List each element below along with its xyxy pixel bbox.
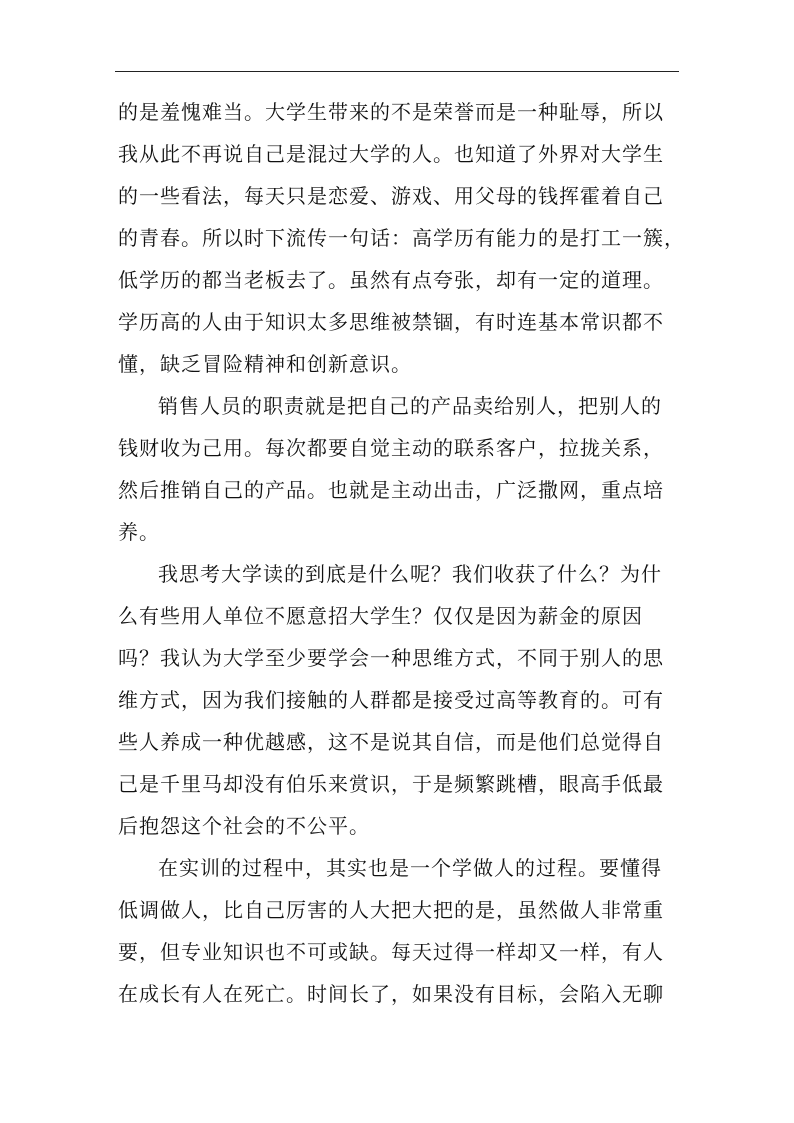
text-line-13: 么有些用人单位不愿意招大学生？仅仅是因为薪金的原因	[118, 604, 643, 628]
header-rule	[115, 71, 679, 72]
text-line-12: 我思考大学读的到底是什么呢？我们收获了什么？为什	[158, 562, 662, 586]
text-line-8: 销售人员的职责就是把自己的产品卖给别人，把别人的	[158, 394, 662, 418]
text-line-6: 学历高的人由于知识太多思维被禁锢，有时连基本常识都不	[118, 310, 664, 334]
text-line-1: 的是羞愧难当。大学生带来的不是荣誉而是一种耻辱，所以	[118, 100, 664, 124]
text-line-18: 后抱怨这个社会的不公平。	[118, 814, 370, 838]
text-line-7: 懂，缺乏冒险精神和创新意识。	[118, 352, 412, 376]
text-line-16: 些人养成一种优越感，这不是说其自信，而是他们总觉得自	[118, 730, 664, 754]
text-line-3: 的一些看法，每天只是恋爱、游戏、用父母的钱挥霍着自己	[118, 184, 664, 208]
text-line-21: 要，但专业知识也不可或缺。每天过得一样却又一样，有人	[118, 940, 664, 964]
text-line-10: 然后推销自己的产品。也就是主动出击，广泛撒网，重点培	[118, 478, 664, 502]
text-line-15: 维方式，因为我们接触的人群都是接受过高等教育的。可有	[118, 688, 664, 712]
text-line-11: 养。	[118, 520, 160, 544]
text-line-9: 钱财收为己用。每次都要自觉主动的联系客户，拉拢关系，	[118, 436, 664, 460]
text-line-17: 己是千里马却没有伯乐来赏识，于是频繁跳槽，眼高手低最	[118, 772, 664, 796]
text-line-5: 低学历的都当老板去了。虽然有点夸张，却有一定的道理。	[118, 268, 664, 292]
text-line-2: 我从此不再说自己是混过大学的人。也知道了外界对大学生	[118, 142, 664, 166]
text-line-4: 的青春。所以时下流传一句话：高学历有能力的是打工一簇，	[118, 226, 685, 250]
text-line-19: 在实训的过程中，其实也是一个学做人的过程。要懂得	[158, 856, 662, 880]
text-line-22: 在成长有人在死亡。时间长了，如果没有目标，会陷入无聊	[118, 982, 664, 1006]
text-line-14: 吗？我认为大学至少要学会一种思维方式，不同于别人的思	[118, 646, 664, 670]
text-line-20: 低调做人，比自己厉害的人大把大把的是，虽然做人非常重	[118, 898, 664, 922]
